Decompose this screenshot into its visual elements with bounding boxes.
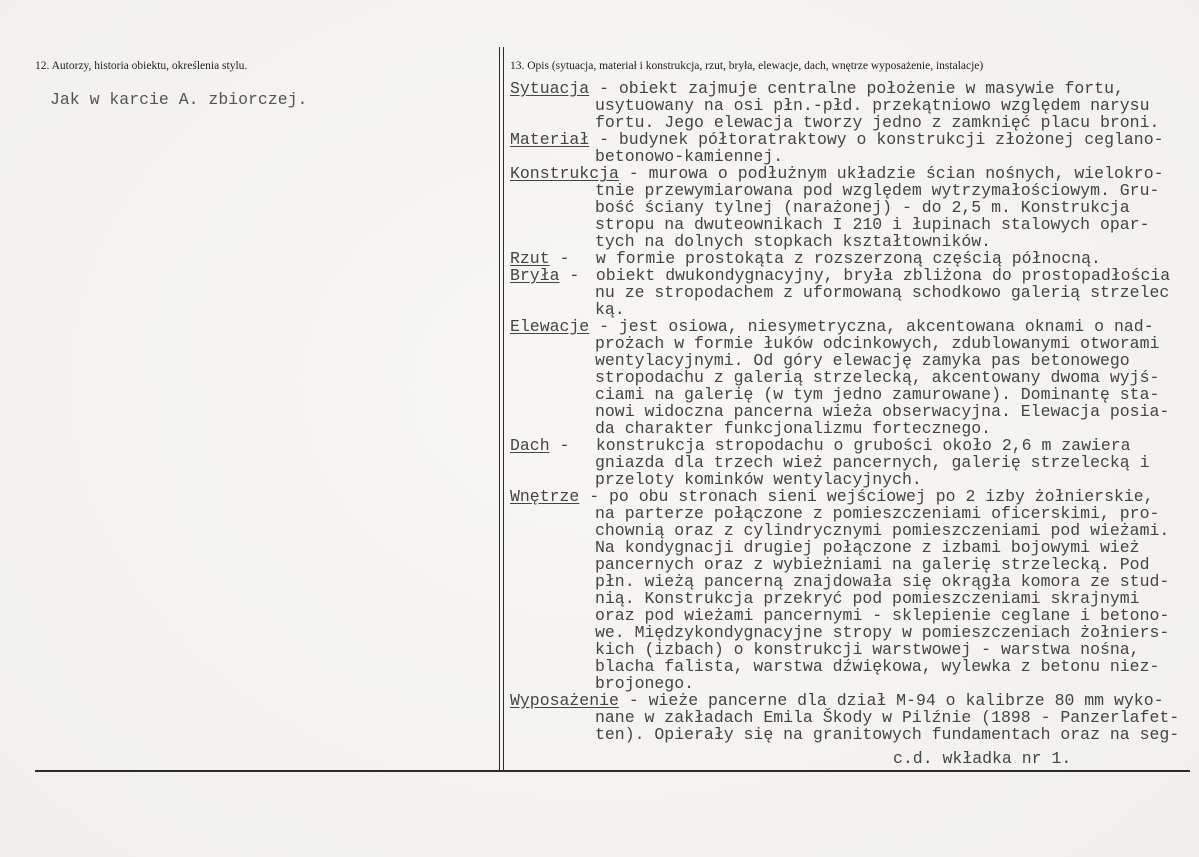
entry-head: [510, 131, 619, 148]
entry-text: w formie prostokąta z rozszerzoną częścią północną.: [595, 249, 1101, 268]
entry-continuation-line: wentylacyjnymi. Od góry elewację zamyka pas betonowego: [595, 351, 1130, 370]
entry-continuation-line: ką.: [595, 300, 625, 319]
entry-continuation-line: przeloty kominków wentylacyjnych.: [595, 470, 922, 489]
section-13-header: 13. Opis (sytuacja, materiał i konstrukcja, rzut, bryła, elewacje, dach, wnętrze wyposażenie, instalacje): [510, 60, 984, 72]
entry-sytuacja: [510, 80, 1190, 131]
entry-text: konstrukcja stropodachu o grubości około 2,6 m zawiera: [595, 436, 1131, 455]
entry-continuation-line: bość ściany tylnej (narażonej) - do 2,5 m. Konstrukcja: [595, 198, 1130, 217]
entry-continuation-line: ciami na galerię (w tym jedno zamurowane). Dominantę sta-: [595, 385, 1160, 404]
entry-continuation-line: da charakter funkcjonalizmu fortecznego.: [595, 419, 992, 438]
entry-continuation-line: we. Międzykondygnacyjne stropy w pomieszczeniach żołniers-: [595, 623, 1170, 642]
entry-continuation-line: płn. wieżą pancerną znajdowała się okrągła komora ze stud-: [595, 572, 1170, 591]
entry-text: wieże pancerne dla dział M-94 o kalibrze 80 mm wyko-: [648, 691, 1164, 710]
entry-continuation-line: kich (izbach) o konstrukcji warstwowej - warstwa nośna,: [595, 640, 1140, 659]
entry-text: po obu stronach sieni wejściowej po 2 izby żołnierskie,: [609, 487, 1154, 506]
entry-separator: -: [559, 249, 570, 268]
entry-continuation-line: chownią oraz z cylindrycznymi pomieszczeniami pod wieżami.: [595, 521, 1170, 540]
entry-label: Dach: [510, 436, 550, 455]
entry-first-line: [510, 488, 1190, 505]
entry-continuation-line: pancernych oraz z wybieżniami na galerię strzelecką. Pod: [595, 555, 1150, 574]
entry-continuation-line: tych na dolnych stopkach kształtowników.: [595, 232, 992, 251]
section-12-header: 12. Autorzy, historia obiektu, określenia stylu.: [35, 60, 248, 72]
entry-text: murowa o podłużnym układzie ścian nośnych, wielokro-: [648, 164, 1164, 183]
entry-elewacje: [510, 318, 1190, 437]
entry-continuation-line: brojonego.: [595, 674, 695, 693]
entry-continuation-line: tnie przewymiarowana pod względem wytrzymałościowym. Gru-: [595, 181, 1160, 200]
entry-label: Wyposażenie: [510, 691, 619, 710]
entry-head: [510, 692, 649, 709]
section-13-description: [510, 80, 1190, 743]
entry-first-line: [510, 318, 1190, 335]
entry-head: [510, 318, 619, 335]
entry-separator: -: [628, 691, 639, 710]
entry-text: obiekt zajmuje centralne położenie w masywie fortu,: [618, 79, 1124, 98]
entry-continuation-line: gniazda dla trzech wież pancernych, galerię strzelecką i: [595, 453, 1150, 472]
entry-first-line: [510, 437, 1190, 454]
section-12-text: Jak w karcie A. zbiorczej.: [50, 90, 308, 109]
entry-text: jest osiowa, niesymetryczna, akcentowana oknami o nad-: [618, 317, 1154, 336]
entry-first-line: [510, 250, 1190, 267]
entry-first-line: [510, 131, 1190, 148]
entry-continuation-line: oraz pod wieżami pancernymi - sklepienie ceglane i betono-: [595, 606, 1170, 625]
entry-continuation-line: stropu na dwuteownikach I 210 i łupinach stalowych opar-: [595, 215, 1150, 234]
entry-first-line: [510, 267, 1190, 284]
entry-continuation-line: usytuowany na osi płn.-płd. przekątniowo względem narysu: [595, 96, 1150, 115]
continuation-note: c.d. wkładka nr 1.: [893, 749, 1072, 768]
entry-continuation-line: nu ze stropodachem z uformowaną schodkowo galerią strzelec: [595, 283, 1170, 302]
entry-text: budynek półtoratraktowy o konstrukcji złożonej ceglano-: [618, 130, 1164, 149]
entry-head: [510, 250, 596, 267]
entry-material: [510, 131, 1190, 165]
entry-label: Sytuacja: [510, 79, 590, 98]
entry-separator: -: [569, 266, 580, 285]
entry-dach: [510, 437, 1190, 488]
entry-continuation-line: nią. Konstrukcja przekryć pod pomieszczeniami skrajnymi: [595, 589, 1140, 608]
entry-separator: -: [599, 79, 610, 98]
entry-wyposazenie: [510, 692, 1190, 743]
entry-continuation-line: prożach w formie łuków odcinkowych, zdublowanymi otworami: [595, 334, 1160, 353]
entry-continuation-line: Na kondygnacji drugiej połączone z izbami bojowymi wież: [595, 538, 1140, 557]
entry-bryla: [510, 267, 1190, 318]
entry-first-line: [510, 80, 1190, 97]
entry-label: Elewacje: [510, 317, 590, 336]
entry-continuation-line: fortu. Jego elewacja tworzy jedno z zamknięć placu broni.: [595, 113, 1160, 132]
bottom-rule-line: [35, 770, 1190, 772]
entry-head: [510, 165, 649, 182]
entry-wnetrze: [510, 488, 1190, 692]
entry-label: Konstrukcja: [510, 164, 619, 183]
entry-head: [510, 488, 609, 505]
entry-first-line: [510, 165, 1190, 182]
entry-continuation-line: blacha falista, warstwa dźwiękowa, wylewka z betonu niez-: [595, 657, 1160, 676]
entry-text: obiekt dwukondygnacyjny, bryła zbliżona do prostopadłościa: [595, 266, 1171, 285]
entry-separator: -: [589, 487, 600, 506]
entry-head: [510, 80, 619, 97]
entry-continuation-line: nane w zakładach Emila Škody w Pilźnie (1898 - Panzerlafet-: [595, 708, 1180, 727]
entry-head: [510, 437, 596, 454]
entry-rzut: [510, 250, 1190, 267]
entry-head: [510, 267, 596, 284]
column-divider-line: [499, 47, 500, 771]
entry-continuation-line: na parterze połączone z pomieszczeniami oficerskimi, pro-: [595, 504, 1160, 523]
entry-separator: -: [559, 436, 570, 455]
entry-continuation-line: stropodachu z galerią strzelecką, akcentowany dwoma wyjś-: [595, 368, 1160, 387]
column-divider-line: [503, 47, 504, 771]
entry-first-line: [510, 692, 1190, 709]
entry-label: Wnętrze: [510, 487, 580, 506]
entry-continuation-line: betonowo-kamiennej.: [595, 147, 784, 166]
entry-separator: -: [599, 130, 610, 149]
entry-separator: -: [628, 164, 639, 183]
entry-label: Materiał: [510, 130, 590, 149]
entry-label: Bryła: [510, 266, 560, 285]
entry-label: Rzut: [510, 249, 550, 268]
entry-konstrukcja: [510, 165, 1190, 250]
entry-separator: -: [599, 317, 610, 336]
entry-continuation-line: nowi widoczna pancerna wieża obserwacyjna. Elewacja posia-: [595, 402, 1170, 421]
entry-continuation-line: ten). Opierały się na granitowych fundamentach oraz na seg-: [595, 725, 1180, 744]
